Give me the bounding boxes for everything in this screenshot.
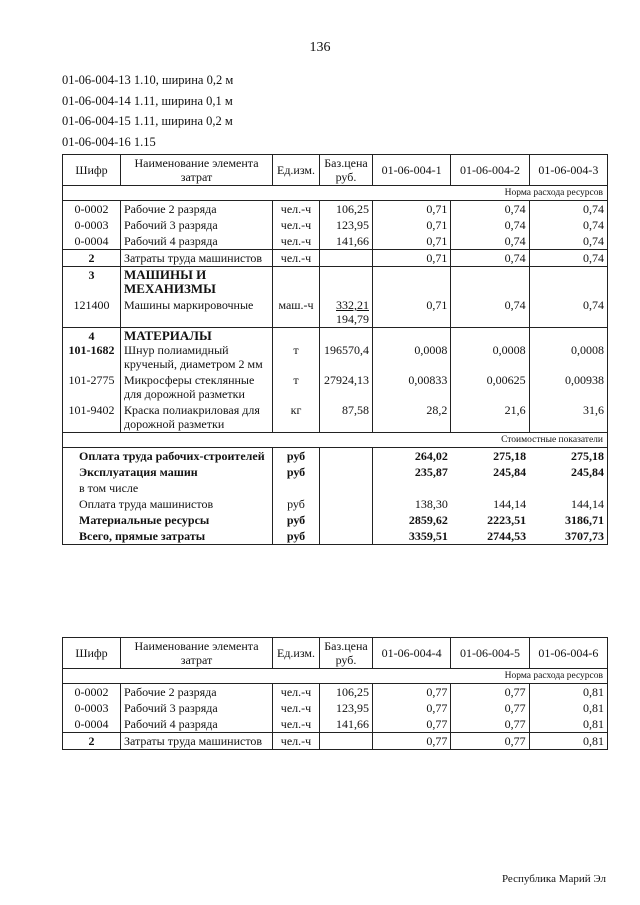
cost-row <box>63 496 608 512</box>
cell-value: 0,74 <box>451 217 529 233</box>
cost-value: 144,14 <box>493 497 527 511</box>
cell-value: 0,77 <box>373 716 451 733</box>
col-header-name: Наименование элемента затрат <box>121 638 273 669</box>
cell-value: 0,74 <box>451 297 529 328</box>
cost-value: 138,30 <box>414 497 448 511</box>
cost-value: 235,87 <box>414 465 448 479</box>
cost-row <box>63 464 608 480</box>
cell-value: 0,74 <box>451 201 529 218</box>
cell-code: 2 <box>63 250 121 267</box>
footer-region: Республика Марий Эл <box>501 873 606 885</box>
header-line: 01-06-004-14 1.11, ширина 0,1 м <box>62 93 233 108</box>
material-value: 0,0008 <box>492 343 526 357</box>
col-header-code: Шифр <box>63 638 121 669</box>
cell-value: 0,77 <box>451 716 529 733</box>
cell-value: 0,71 <box>373 217 451 233</box>
cell-value: 0,71 <box>373 297 451 328</box>
cell-price: 27924,13 <box>320 372 373 402</box>
price-value-secondary: 194,79 <box>336 312 369 326</box>
cell-value: 0,71 <box>373 201 451 218</box>
norm-subheader <box>63 186 608 201</box>
cell-name: Рабочие 2 разряда <box>121 201 273 218</box>
cell-value: 0,00833 <box>373 372 451 402</box>
cell-unit: чел.-ч <box>273 716 320 733</box>
cell-price <box>320 250 373 267</box>
cell-value <box>529 328 607 373</box>
cell-value: 28,2 <box>373 402 451 433</box>
cost-label: Стоимостные показатели <box>63 433 608 448</box>
col-header-norm: 01-06-004-3 <box>529 155 607 186</box>
cell-value: 0,74 <box>451 233 529 250</box>
cell-value: 0,81 <box>529 716 607 733</box>
cell-price: 141,66 <box>320 716 373 733</box>
cell-name <box>121 328 273 373</box>
cell-code: 0-0002 <box>63 201 121 218</box>
cell-name: Рабочий 3 разряда <box>121 217 273 233</box>
cell-unit: чел.-ч <box>273 700 320 716</box>
material-unit: т <box>293 343 299 357</box>
material-value: 0,0008 <box>571 343 604 357</box>
col-header-norm: 01-06-004-2 <box>451 155 529 186</box>
cell-value: 0,77 <box>451 700 529 716</box>
cost-row <box>63 528 608 545</box>
cell-price: 141,66 <box>320 233 373 250</box>
cell-value: 0,00938 <box>529 372 607 402</box>
col-header-unit: Ед.изм. <box>273 638 320 669</box>
cost-value: 275,18 <box>529 448 607 465</box>
cell-unit: чел.-ч <box>273 733 320 750</box>
cell-value: 21,6 <box>451 402 529 433</box>
resource-table-2 <box>62 637 608 750</box>
material-price: 196570,4 <box>324 343 369 357</box>
cell-name: Машины маркировочные <box>121 297 273 328</box>
cell-value: 0,77 <box>373 733 451 750</box>
material-value: 0,0008 <box>414 343 448 357</box>
cell-value: 0,71 <box>373 250 451 267</box>
cost-unit <box>273 480 320 496</box>
col-header-price: Баз.цена руб. <box>320 155 373 186</box>
cell-value: 0,77 <box>373 700 451 716</box>
cell-price <box>320 297 373 328</box>
cell-unit: чел.-ч <box>273 201 320 218</box>
cost-name: Эксплуатация машин <box>63 464 273 480</box>
table-row <box>63 201 608 218</box>
table-row <box>63 402 608 433</box>
cost-value: 2223,51 <box>487 513 527 527</box>
table-row <box>63 250 608 267</box>
cell-price: 87,58 <box>320 402 373 433</box>
cost-name: Оплата труда рабочих-строителей <box>63 448 273 465</box>
norm-label: Норма расхода ресурсов <box>63 186 608 201</box>
cost-unit: руб <box>273 528 320 545</box>
cell-unit: маш.-ч <box>273 297 320 328</box>
cell-value: 0,74 <box>451 250 529 267</box>
cell-unit: чел.-ч <box>273 233 320 250</box>
cost-value: 3359,51 <box>373 528 451 545</box>
col-header-norm: 01-06-004-5 <box>451 638 529 669</box>
norm-label: Норма расхода ресурсов <box>63 669 608 684</box>
cost-name: в том числе <box>63 480 273 496</box>
col-header-norm: 01-06-004-4 <box>373 638 451 669</box>
cell-value: 0,71 <box>373 233 451 250</box>
table-row <box>63 700 608 716</box>
cost-name: Материальные ресурсы <box>63 512 273 528</box>
col-header-norm: 01-06-004-6 <box>529 638 607 669</box>
cost-value: 144,14 <box>529 496 607 512</box>
cell-unit: чел.-ч <box>273 684 320 701</box>
cell-price <box>320 328 373 373</box>
cell-code: 101-9402 <box>63 402 121 433</box>
section-row-machines <box>63 267 608 298</box>
cell-code: 2 <box>63 733 121 750</box>
cell-name: Рабочий 4 разряда <box>121 716 273 733</box>
section-title: МАШИНЫ И МЕХАНИЗМЫ <box>121 267 273 298</box>
table-header-row <box>63 638 608 669</box>
cell-code <box>63 328 121 373</box>
cell-name: Микросферы стеклянные для дорожной разметки <box>121 372 273 402</box>
cost-unit: руб <box>273 512 320 528</box>
cost-unit: руб <box>273 448 320 465</box>
cell-value: 31,6 <box>529 402 607 433</box>
cell-unit: чел.-ч <box>273 217 320 233</box>
table-row <box>63 297 608 328</box>
table-row <box>63 733 608 750</box>
cost-row <box>63 480 608 496</box>
col-header-norm: 01-06-004-1 <box>373 155 451 186</box>
cell-code: 101-2775 <box>63 372 121 402</box>
cell-price: 123,95 <box>320 700 373 716</box>
material-name: Шнур полиамидный крученый, диаметром 2 мм <box>124 343 263 371</box>
table-row <box>63 372 608 402</box>
cell-value <box>373 328 451 373</box>
cell-name: Рабочий 4 разряда <box>121 233 273 250</box>
header-line: 01-06-004-16 1.15 <box>62 134 156 149</box>
table-row <box>63 684 608 701</box>
cell-name: Затраты труда машинистов <box>121 733 273 750</box>
cell-value: 0,81 <box>529 733 607 750</box>
cost-value: 2859,62 <box>408 513 448 527</box>
header-line: 01-06-004-15 1.11, ширина 0,2 м <box>62 114 233 128</box>
cell-value: 0,77 <box>373 684 451 701</box>
cell-code: 0-0002 <box>63 684 121 701</box>
cell-code: 0-0004 <box>63 716 121 733</box>
cell-unit: чел.-ч <box>273 250 320 267</box>
col-header-name: Наименование элемента затрат <box>121 155 273 186</box>
cell-price <box>320 733 373 750</box>
cell-value: 0,77 <box>451 733 529 750</box>
cost-value: 3186,71 <box>529 512 607 528</box>
cell-code: 0-0003 <box>63 217 121 233</box>
cell-name: Краска полиакриловая для дорожной разметки <box>121 402 273 433</box>
cell-name: Затраты труда машинистов <box>121 250 273 267</box>
col-header-price: Баз.цена руб. <box>320 638 373 669</box>
norm-subheader <box>63 669 608 684</box>
cost-value: 264,02 <box>414 449 448 463</box>
col-header-unit: Ед.изм. <box>273 155 320 186</box>
cost-name: Всего, прямые затраты <box>63 528 273 545</box>
cost-name: Оплата труда машинистов <box>63 496 273 512</box>
resource-table-1 <box>62 154 608 545</box>
cell-value <box>451 328 529 373</box>
cell-price: 106,25 <box>320 201 373 218</box>
cell-value: 0,74 <box>529 217 607 233</box>
cost-value: 245,84 <box>493 465 527 479</box>
cost-unit: руб <box>273 496 320 512</box>
cell-unit <box>273 328 320 373</box>
cell-price: 123,95 <box>320 217 373 233</box>
cost-value: 275,18 <box>493 449 527 463</box>
page-number: 136 <box>309 40 331 55</box>
cell-unit: кг <box>273 402 320 433</box>
table-row <box>63 217 608 233</box>
cell-unit: т <box>273 372 320 402</box>
cost-row <box>63 512 608 528</box>
table-row <box>63 716 608 733</box>
cost-value: 2744,53 <box>451 528 529 545</box>
cell-value: 0,81 <box>529 684 607 701</box>
header-line: 01-06-004-13 1.10, ширина 0,2 м <box>62 73 234 87</box>
price-value: 332,21 <box>336 298 369 312</box>
cell-value: 0,74 <box>529 250 607 267</box>
header-lines <box>62 70 233 152</box>
section-code: 4 <box>88 329 95 343</box>
table-row <box>63 233 608 250</box>
cell-price: 106,25 <box>320 684 373 701</box>
cell-value: 0,74 <box>529 201 607 218</box>
cost-value: 3707,73 <box>529 528 607 545</box>
cost-subheader <box>63 433 608 448</box>
section-title: МАТЕРИАЛЫ <box>124 328 212 343</box>
cell-value: 0,00625 <box>451 372 529 402</box>
cell-code: 121400 <box>63 297 121 328</box>
cell-value: 0,77 <box>451 684 529 701</box>
cell-value: 0,74 <box>529 297 607 328</box>
cell-value: 0,74 <box>529 233 607 250</box>
cell-code: 3 <box>63 267 121 298</box>
table-header-row <box>63 155 608 186</box>
section-row-materials <box>63 328 608 373</box>
cell-value: 0,81 <box>529 700 607 716</box>
material-code: 101-1682 <box>68 343 115 357</box>
cost-row <box>63 448 608 465</box>
cost-value: 245,84 <box>529 464 607 480</box>
cell-name: Рабочие 2 разряда <box>121 684 273 701</box>
cell-code: 0-0003 <box>63 700 121 716</box>
cost-unit: руб <box>273 464 320 480</box>
cell-name: Рабочий 3 разряда <box>121 700 273 716</box>
col-header-code: Шифр <box>63 155 121 186</box>
cell-code: 0-0004 <box>63 233 121 250</box>
